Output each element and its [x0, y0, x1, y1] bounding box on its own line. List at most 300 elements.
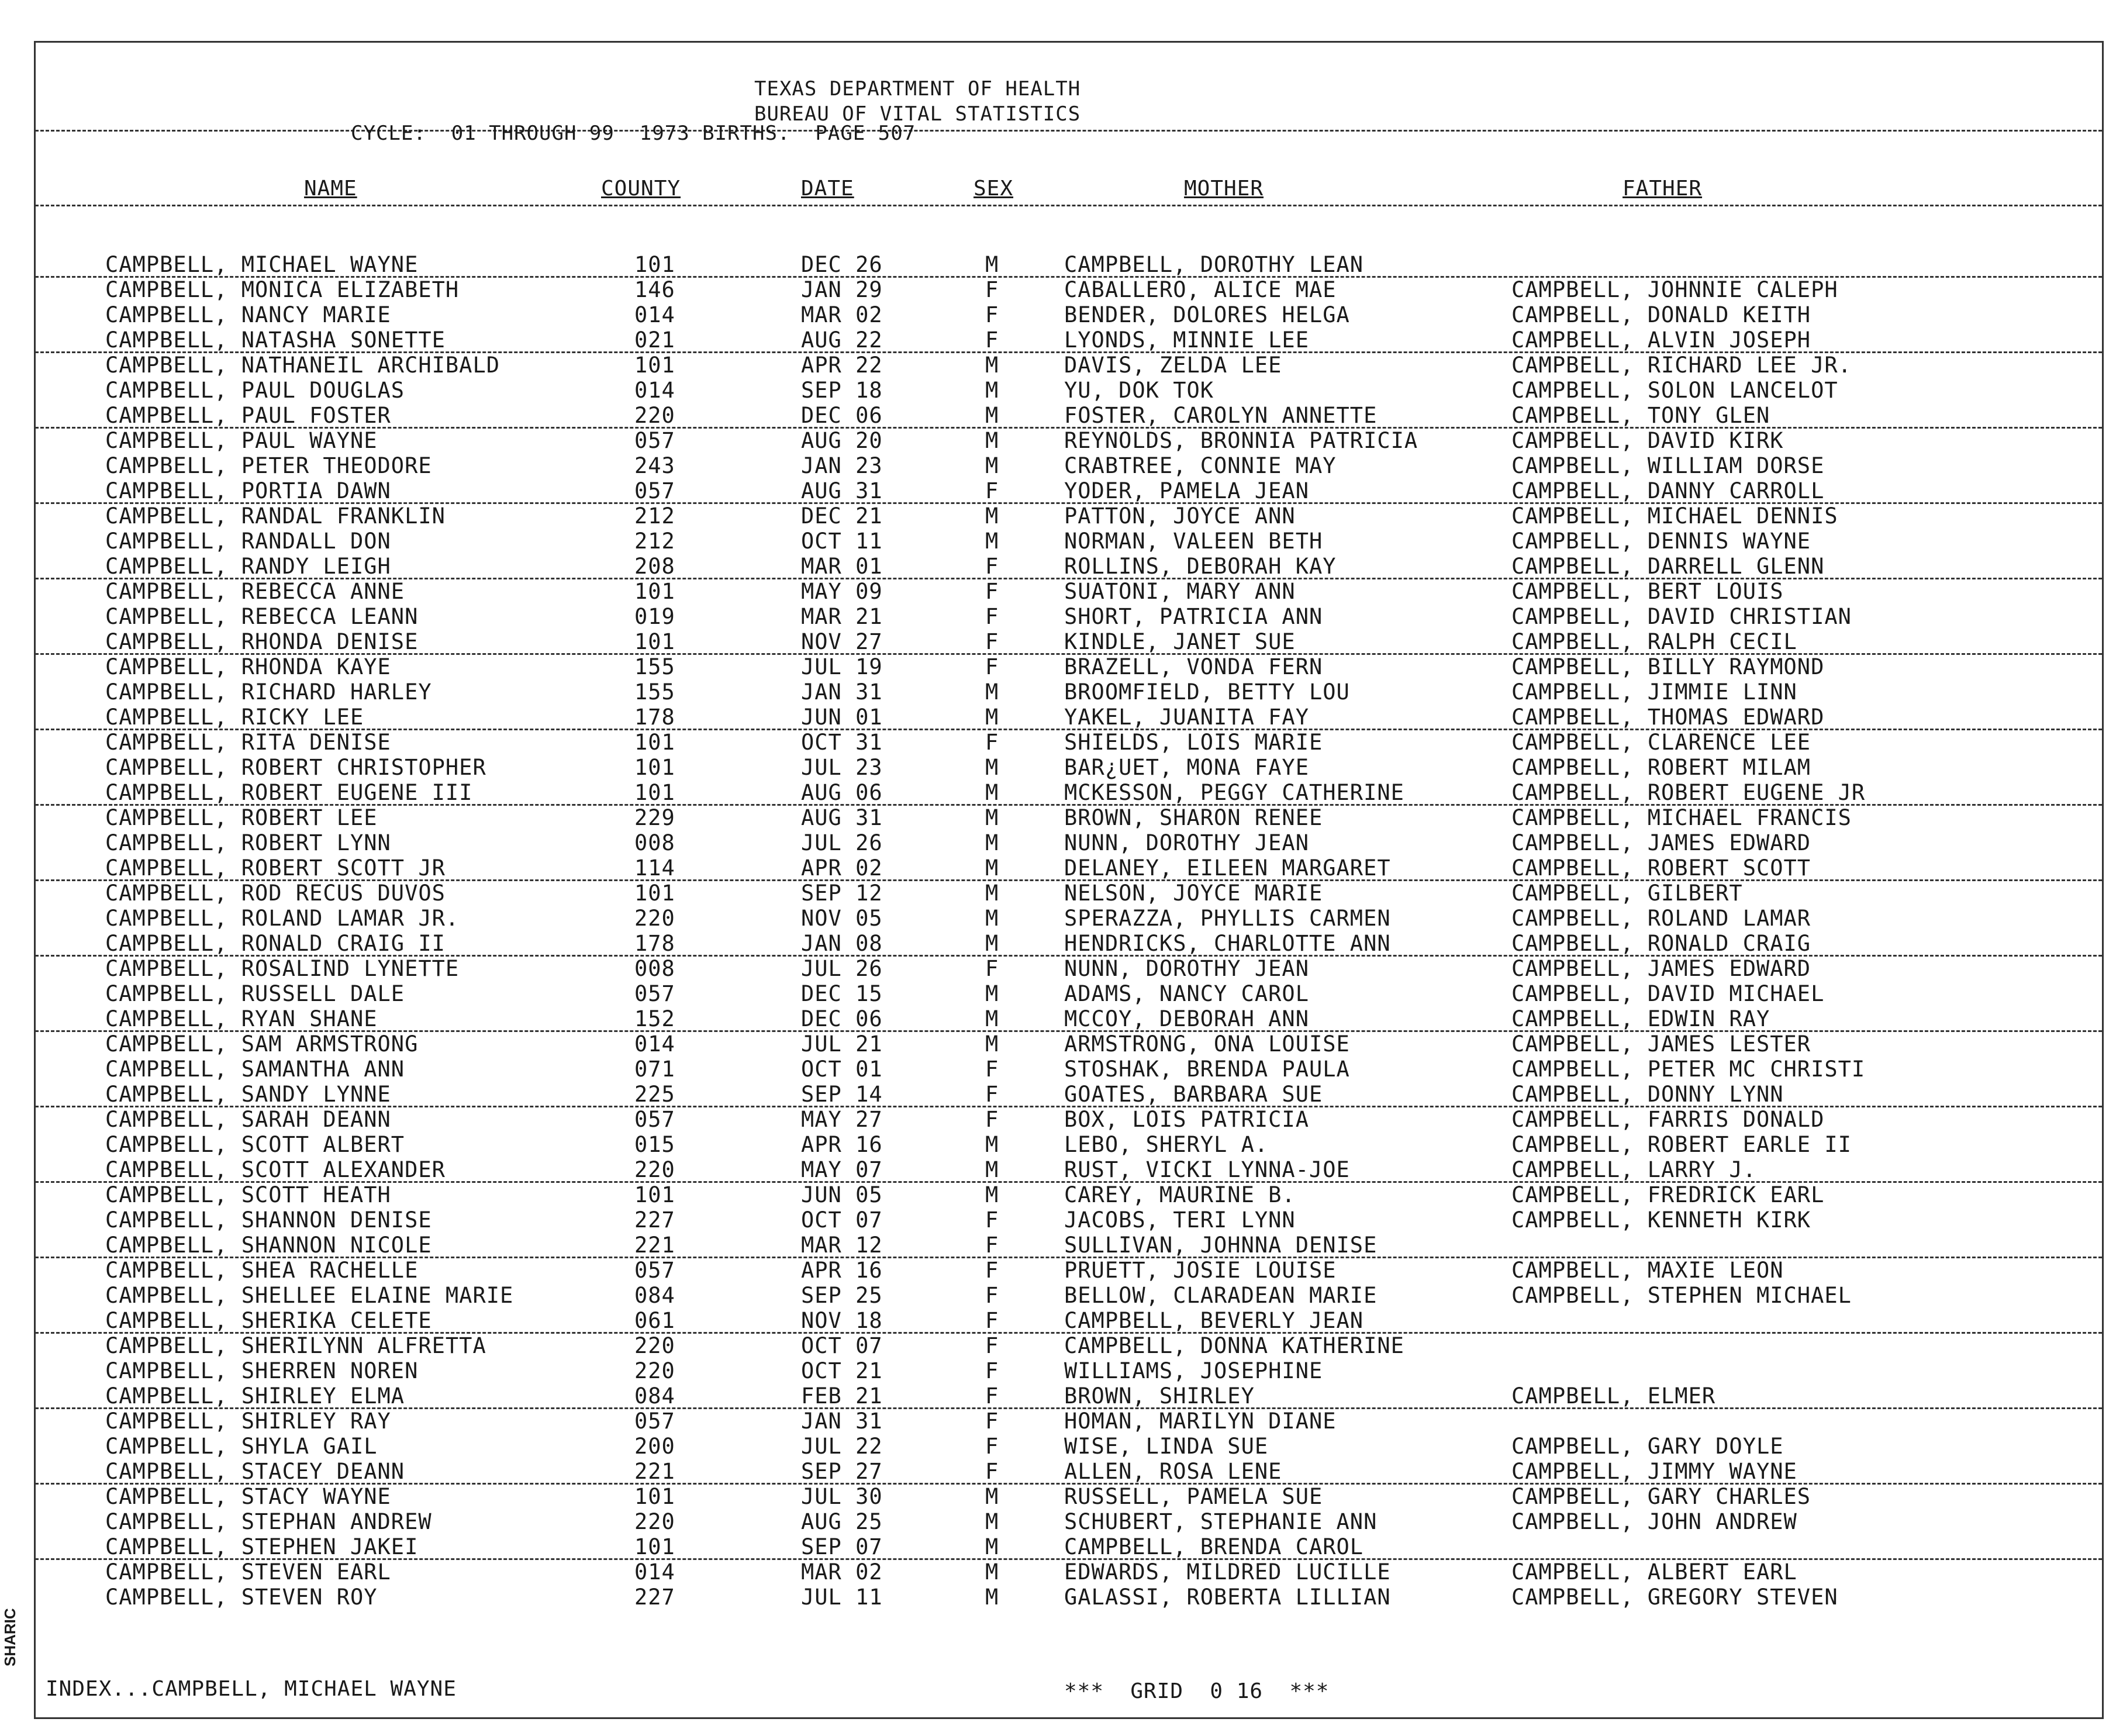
record-father: CAMPBELL, JIMMY WAYNE — [1511, 1459, 1797, 1484]
record-sex: F — [985, 1358, 999, 1383]
record-father: CAMPBELL, PETER MC CHRISTI — [1511, 1057, 1866, 1082]
record-mother: CAMPBELL, BRENDA CAROL — [1064, 1534, 1364, 1559]
record-sex: F — [985, 1233, 999, 1258]
record-sex: F — [985, 629, 999, 654]
record-county: 057 — [634, 1409, 675, 1434]
record-date: NOV 27 — [801, 629, 883, 654]
column-date-header: DATE — [801, 177, 854, 201]
record-date: DEC 06 — [801, 403, 883, 428]
record-county: 220 — [634, 906, 675, 931]
record-name: CAMPBELL, RANDAL FRANKLIN — [105, 503, 446, 529]
record-date: JUL 22 — [801, 1434, 883, 1459]
header-subtitle: BUREAU OF VITAL STATISTICS — [754, 102, 1081, 126]
record-county: 227 — [634, 1207, 675, 1233]
record-county: 015 — [634, 1132, 675, 1157]
record-county: 101 — [634, 1534, 675, 1559]
table-row — [0, 781, 2123, 805]
record-county: 057 — [634, 981, 675, 1006]
record-date: SEP 18 — [801, 378, 883, 403]
record-date: JAN 08 — [801, 931, 883, 956]
record-sex: M — [985, 679, 999, 705]
record-father: CAMPBELL, JAMES LESTER — [1511, 1031, 1811, 1057]
record-name: CAMPBELL, ROLAND LAMAR JR. — [105, 906, 460, 931]
record-county: 146 — [634, 277, 675, 302]
record-sex: F — [985, 1283, 999, 1308]
record-mother: BROWN, SHIRLEY — [1064, 1383, 1255, 1409]
record-father: CAMPBELL, DAVID KIRK — [1511, 428, 1784, 453]
record-date: APR 16 — [801, 1132, 883, 1157]
record-name: CAMPBELL, STACEY DEANN — [105, 1459, 405, 1484]
column-name-header: NAME — [304, 177, 357, 201]
record-sex: M — [985, 805, 999, 830]
record-sex: M — [985, 529, 999, 554]
record-date: JAN 23 — [801, 453, 883, 478]
record-father: CAMPBELL, JAMES EDWARD — [1511, 956, 1811, 981]
record-mother: GALASSI, ROBERTA LILLIAN — [1064, 1585, 1391, 1610]
record-father: CAMPBELL, WILLIAM DORSE — [1511, 453, 1825, 478]
record-date: DEC 26 — [801, 252, 883, 277]
record-name: CAMPBELL, ROD RECUS DUVOS — [105, 881, 446, 906]
record-mother: SPERAZZA, PHYLLIS CARMEN — [1064, 906, 1391, 931]
record-name: CAMPBELL, SHERIKA CELETE — [105, 1308, 432, 1333]
record-date: FEB 21 — [801, 1383, 883, 1409]
record-mother: BROOMFIELD, BETTY LOU — [1064, 679, 1350, 705]
record-county: 101 — [634, 353, 675, 378]
record-father: CAMPBELL, THOMAS EDWARD — [1511, 705, 1825, 730]
record-sex: F — [985, 1409, 999, 1434]
record-mother: JACOBS, TERI LYNN — [1064, 1207, 1296, 1233]
record-date: MAR 02 — [801, 302, 883, 327]
record-date: NOV 05 — [801, 906, 883, 931]
record-date: SEP 07 — [801, 1534, 883, 1559]
record-father: CAMPBELL, BERT LOUIS — [1511, 579, 1784, 604]
record-father: CAMPBELL, RONALD CRAIG — [1511, 931, 1811, 956]
record-name: CAMPBELL, RHONDA KAYE — [105, 654, 391, 679]
record-mother: LYONDS, MINNIE LEE — [1064, 327, 1309, 353]
record-sex: M — [985, 906, 999, 931]
record-name: CAMPBELL, PORTIA DAWN — [105, 478, 391, 503]
record-name: CAMPBELL, RYAN SHANE — [105, 1006, 378, 1031]
record-sex: F — [985, 327, 999, 353]
record-sex: M — [985, 453, 999, 478]
record-county: 084 — [634, 1283, 675, 1308]
grid-footer: *** GRID 0 16 *** — [1064, 1679, 1330, 1703]
table-row — [0, 1082, 2123, 1107]
record-mother: ADAMS, NANCY CAROL — [1064, 981, 1309, 1006]
record-name: CAMPBELL, SHERREN NOREN — [105, 1358, 419, 1383]
table-row — [0, 906, 2123, 931]
record-county: 212 — [634, 503, 675, 529]
record-mother: ROLLINS, DEBORAH KAY — [1064, 554, 1337, 579]
record-name: CAMPBELL, RICHARD HARLEY — [105, 679, 432, 705]
record-date: DEC 15 — [801, 981, 883, 1006]
record-father: CAMPBELL, RICHARD LEE JR. — [1511, 353, 1852, 378]
record-sex: M — [985, 503, 999, 529]
table-row — [0, 328, 2123, 353]
record-father: CAMPBELL, ROBERT MILAM — [1511, 755, 1811, 780]
record-sex: F — [985, 478, 999, 503]
record-sex: M — [985, 1585, 999, 1610]
record-mother: EDWARDS, MILDRED LUCILLE — [1064, 1559, 1391, 1585]
table-row — [0, 1183, 2123, 1207]
record-mother: ALLEN, ROSA LENE — [1064, 1459, 1282, 1484]
table-row — [0, 605, 2123, 629]
record-father: CAMPBELL, RALPH CECIL — [1511, 629, 1797, 654]
record-county: 101 — [634, 730, 675, 755]
record-father: CAMPBELL, JAMES EDWARD — [1511, 830, 1811, 855]
record-sex: F — [985, 730, 999, 755]
table-row — [0, 579, 2123, 604]
record-father: CAMPBELL, DENNIS WAYNE — [1511, 529, 1811, 554]
record-county: 101 — [634, 1484, 675, 1509]
table-row — [0, 1384, 2123, 1409]
record-county: 220 — [634, 1333, 675, 1358]
table-row — [0, 1107, 2123, 1132]
table-row — [0, 353, 2123, 378]
table-row — [0, 378, 2123, 403]
table-row — [0, 1057, 2123, 1082]
record-father: CAMPBELL, ELMER — [1511, 1383, 1716, 1409]
record-father: CAMPBELL, JIMMIE LINN — [1511, 679, 1797, 705]
record-name: CAMPBELL, ROSALIND LYNETTE — [105, 956, 460, 981]
table-row — [0, 1585, 2123, 1610]
record-father: CAMPBELL, MICHAEL DENNIS — [1511, 503, 1838, 529]
table-row — [0, 881, 2123, 906]
record-date: APR 22 — [801, 353, 883, 378]
record-mother: YAKEL, JUANITA FAY — [1064, 705, 1309, 730]
record-mother: BOX, LOIS PATRICIA — [1064, 1107, 1309, 1132]
record-mother: REYNOLDS, BRONNIA PATRICIA — [1064, 428, 1418, 453]
table-row — [0, 1032, 2123, 1057]
record-sex: F — [985, 1107, 999, 1132]
record-date: MAR 01 — [801, 554, 883, 579]
record-county: 101 — [634, 1182, 675, 1207]
record-name: CAMPBELL, REBECCA ANNE — [105, 579, 405, 604]
record-date: SEP 12 — [801, 881, 883, 906]
record-date: AUG 31 — [801, 478, 883, 503]
table-row — [0, 831, 2123, 855]
record-county: 227 — [634, 1585, 675, 1610]
record-county: 221 — [634, 1459, 675, 1484]
record-name: CAMPBELL, MICHAEL WAYNE — [105, 252, 419, 277]
record-sex: M — [985, 1157, 999, 1182]
record-name: CAMPBELL, STEVEN EARL — [105, 1559, 391, 1585]
record-county: 014 — [634, 1559, 675, 1585]
record-sex: M — [985, 1559, 999, 1585]
table-row — [0, 1409, 2123, 1434]
record-county: 155 — [634, 679, 675, 705]
record-sex: M — [985, 1484, 999, 1509]
table-row — [0, 1258, 2123, 1283]
record-mother: RUSSELL, PAMELA SUE — [1064, 1484, 1323, 1509]
record-name: CAMPBELL, RITA DENISE — [105, 730, 391, 755]
record-county: 101 — [634, 780, 675, 805]
record-father: CAMPBELL, FREDRICK EARL — [1511, 1182, 1825, 1207]
record-date: MAR 12 — [801, 1233, 883, 1258]
record-mother: NUNN, DOROTHY JEAN — [1064, 956, 1309, 981]
side-label: SHARIC — [1, 1608, 19, 1666]
column-county-header: COUNTY — [601, 177, 681, 201]
record-date: AUG 06 — [801, 780, 883, 805]
record-name: CAMPBELL, PAUL DOUGLAS — [105, 378, 405, 403]
record-county: 057 — [634, 428, 675, 453]
table-row — [0, 1459, 2123, 1484]
record-mother: NORMAN, VALEEN BETH — [1064, 529, 1323, 554]
record-mother: PRUETT, JOSIE LOUISE — [1064, 1258, 1337, 1283]
record-father: CAMPBELL, EDWIN RAY — [1511, 1006, 1770, 1031]
record-date: JUL 26 — [801, 830, 883, 855]
column-divider — [35, 205, 2102, 206]
record-name: CAMPBELL, STEPHAN ANDREW — [105, 1509, 432, 1534]
record-name: CAMPBELL, NATHANEIL ARCHIBALD — [105, 353, 500, 378]
table-row — [0, 755, 2123, 780]
table-row — [0, 655, 2123, 679]
record-sex: F — [985, 1057, 999, 1082]
record-father: CAMPBELL, GARY DOYLE — [1511, 1434, 1784, 1459]
record-county: 225 — [634, 1082, 675, 1107]
record-sex: M — [985, 855, 999, 881]
record-name: CAMPBELL, SHERILYNN ALFRETTA — [105, 1333, 486, 1358]
record-sex: M — [985, 428, 999, 453]
record-name: CAMPBELL, PAUL WAYNE — [105, 428, 378, 453]
record-name: CAMPBELL, NATASHA SONETTE — [105, 327, 446, 353]
record-name: CAMPBELL, ROBERT CHRISTOPHER — [105, 755, 486, 780]
record-date: JUL 11 — [801, 1585, 883, 1610]
record-county: 220 — [634, 1157, 675, 1182]
record-sex: M — [985, 1031, 999, 1057]
record-date: AUG 25 — [801, 1509, 883, 1534]
record-sex: F — [985, 1308, 999, 1333]
record-mother: CAMPBELL, BEVERLY JEAN — [1064, 1308, 1364, 1333]
record-name: CAMPBELL, RANDALL DON — [105, 529, 391, 554]
record-father: CAMPBELL, SOLON LANCELOT — [1511, 378, 1838, 403]
record-sex: F — [985, 1459, 999, 1484]
record-date: OCT 11 — [801, 529, 883, 554]
record-county: 220 — [634, 1509, 675, 1534]
record-county: 057 — [634, 1258, 675, 1283]
record-mother: BRAZELL, VONDA FERN — [1064, 654, 1323, 679]
record-sex: F — [985, 1082, 999, 1107]
table-row — [0, 278, 2123, 302]
record-name: CAMPBELL, SHYLA GAIL — [105, 1434, 378, 1459]
table-row — [0, 957, 2123, 981]
record-mother: YODER, PAMELA JEAN — [1064, 478, 1309, 503]
record-mother: CAMPBELL, DONNA KATHERINE — [1064, 1333, 1404, 1358]
record-county: 155 — [634, 654, 675, 679]
record-father: CAMPBELL, MAXIE LEON — [1511, 1258, 1784, 1283]
record-father: CAMPBELL, DONNY LYNN — [1511, 1082, 1784, 1107]
column-sex-header: SEX — [974, 177, 1014, 201]
record-name: CAMPBELL, SCOTT ALBERT — [105, 1132, 405, 1157]
record-sex: F — [985, 654, 999, 679]
record-sex: M — [985, 830, 999, 855]
table-row — [0, 1560, 2123, 1585]
record-date: JUN 01 — [801, 705, 883, 730]
record-county: 243 — [634, 453, 675, 478]
record-county: 221 — [634, 1233, 675, 1258]
record-sex: F — [985, 1383, 999, 1409]
record-county: 057 — [634, 1107, 675, 1132]
record-sex: M — [985, 705, 999, 730]
record-date: JUL 19 — [801, 654, 883, 679]
record-sex: F — [985, 1333, 999, 1358]
record-mother: BAR¿UET, MONA FAYE — [1064, 755, 1309, 780]
record-sex: F — [985, 1258, 999, 1283]
record-father: CAMPBELL, STEPHEN MICHAEL — [1511, 1283, 1852, 1308]
record-sex: M — [985, 1006, 999, 1031]
record-name: CAMPBELL, SAMANTHA ANN — [105, 1057, 405, 1082]
record-date: AUG 31 — [801, 805, 883, 830]
record-father: CAMPBELL, ALVIN JOSEPH — [1511, 327, 1811, 353]
index-footer: INDEX...CAMPBELL, MICHAEL WAYNE — [46, 1677, 457, 1701]
record-county: 061 — [634, 1308, 675, 1333]
table-row — [0, 303, 2123, 327]
record-name: CAMPBELL, RANDY LEIGH — [105, 554, 391, 579]
record-name: CAMPBELL, SCOTT ALEXANDER — [105, 1157, 446, 1182]
record-father: CAMPBELL, ALBERT EARL — [1511, 1559, 1797, 1585]
record-name: CAMPBELL, ROBERT SCOTT JR — [105, 855, 446, 881]
record-mother: RUST, VICKI LYNNA-JOE — [1064, 1157, 1350, 1182]
record-mother: SHIELDS, LOIS MARIE — [1064, 730, 1323, 755]
record-date: JUL 23 — [801, 755, 883, 780]
table-row — [0, 1334, 2123, 1358]
record-mother: YU, DOK TOK — [1064, 378, 1214, 403]
record-father: CAMPBELL, TONY GLEN — [1511, 403, 1770, 428]
record-date: MAR 21 — [801, 604, 883, 629]
record-mother: DAVIS, ZELDA LEE — [1064, 353, 1282, 378]
record-name: CAMPBELL, SARAH DEANN — [105, 1107, 391, 1132]
record-father: CAMPBELL, LARRY J. — [1511, 1157, 1756, 1182]
record-mother: NELSON, JOYCE MARIE — [1064, 881, 1323, 906]
record-father: CAMPBELL, KENNETH KIRK — [1511, 1207, 1811, 1233]
record-father: CAMPBELL, GREGORY STEVEN — [1511, 1585, 1838, 1610]
record-county: 014 — [634, 378, 675, 403]
table-row — [0, 856, 2123, 881]
record-county: 220 — [634, 403, 675, 428]
record-mother: SULLIVAN, JOHNNA DENISE — [1064, 1233, 1378, 1258]
record-county: 208 — [634, 554, 675, 579]
record-county: 008 — [634, 830, 675, 855]
record-sex: F — [985, 579, 999, 604]
record-father: CAMPBELL, MICHAEL FRANCIS — [1511, 805, 1852, 830]
record-date: JUN 05 — [801, 1182, 883, 1207]
record-county: 014 — [634, 302, 675, 327]
record-mother: MCKESSON, PEGGY CATHERINE — [1064, 780, 1404, 805]
table-row — [0, 1434, 2123, 1459]
record-mother: SCHUBERT, STEPHANIE ANN — [1064, 1509, 1378, 1534]
record-county: 101 — [634, 881, 675, 906]
record-sex: F — [985, 302, 999, 327]
record-father: CAMPBELL, JOHN ANDREW — [1511, 1509, 1797, 1534]
record-date: JUL 30 — [801, 1484, 883, 1509]
record-sex: M — [985, 780, 999, 805]
record-name: CAMPBELL, STEVEN ROY — [105, 1585, 378, 1610]
record-mother: BENDER, DOLORES HELGA — [1064, 302, 1350, 327]
record-county: 229 — [634, 805, 675, 830]
record-sex: M — [985, 755, 999, 780]
record-county: 019 — [634, 604, 675, 629]
record-sex: M — [985, 378, 999, 403]
record-county: 021 — [634, 327, 675, 353]
record-father: CAMPBELL, ROBERT EUGENE JR — [1511, 780, 1866, 805]
record-name: CAMPBELL, RUSSELL DALE — [105, 981, 405, 1006]
record-mother: SUATONI, MARY ANN — [1064, 579, 1296, 604]
record-date: OCT 07 — [801, 1207, 883, 1233]
record-date: JUL 21 — [801, 1031, 883, 1057]
table-row — [0, 680, 2123, 705]
record-mother: BROWN, SHARON RENEE — [1064, 805, 1323, 830]
table-row — [0, 554, 2123, 579]
record-mother: CAREY, MAURINE B. — [1064, 1182, 1296, 1207]
record-name: CAMPBELL, SHANNON DENISE — [105, 1207, 432, 1233]
record-date: OCT 07 — [801, 1333, 883, 1358]
record-name: CAMPBELL, RICKY LEE — [105, 705, 364, 730]
record-county: 212 — [634, 529, 675, 554]
record-father: CAMPBELL, DONALD KEITH — [1511, 302, 1811, 327]
column-mother-header: MOTHER — [1184, 177, 1264, 201]
record-father: CAMPBELL, DAVID CHRISTIAN — [1511, 604, 1852, 629]
record-name: CAMPBELL, PAUL FOSTER — [105, 403, 391, 428]
record-mother: MCCOY, DEBORAH ANN — [1064, 1006, 1309, 1031]
record-mother: SHORT, PATRICIA ANN — [1064, 604, 1323, 629]
record-sex: M — [985, 1132, 999, 1157]
record-sex: F — [985, 277, 999, 302]
record-date: OCT 31 — [801, 730, 883, 755]
record-sex: F — [985, 1207, 999, 1233]
record-name: CAMPBELL, SAM ARMSTRONG — [105, 1031, 419, 1057]
record-sex: M — [985, 931, 999, 956]
record-sex: M — [985, 1182, 999, 1207]
record-mother: BELLOW, CLARADEAN MARIE — [1064, 1283, 1378, 1308]
record-name: CAMPBELL, RHONDA DENISE — [105, 629, 419, 654]
record-sex: F — [985, 956, 999, 981]
record-sex: M — [985, 1534, 999, 1559]
record-date: APR 02 — [801, 855, 883, 881]
record-sex: F — [985, 604, 999, 629]
record-sex: M — [985, 1509, 999, 1534]
record-date: NOV 18 — [801, 1308, 883, 1333]
record-mother: GOATES, BARBARA SUE — [1064, 1082, 1323, 1107]
record-name: CAMPBELL, ROBERT EUGENE III — [105, 780, 473, 805]
record-mother: KINDLE, JANET SUE — [1064, 629, 1296, 654]
record-county: 084 — [634, 1383, 675, 1409]
record-county: 152 — [634, 1006, 675, 1031]
table-row — [0, 504, 2123, 529]
record-name: CAMPBELL, RONALD CRAIG II — [105, 931, 446, 956]
record-father: CAMPBELL, BILLY RAYMOND — [1511, 654, 1825, 679]
record-mother: DELANEY, EILEEN MARGARET — [1064, 855, 1391, 881]
record-mother: WILLIAMS, JOSEPHINE — [1064, 1358, 1323, 1383]
record-county: 220 — [634, 1358, 675, 1383]
record-date: OCT 21 — [801, 1358, 883, 1383]
record-name: CAMPBELL, NANCY MARIE — [105, 302, 391, 327]
record-mother: FOSTER, CAROLYN ANNETTE — [1064, 403, 1378, 428]
table-row — [0, 1133, 2123, 1157]
table-row — [0, 1535, 2123, 1559]
record-county: 101 — [634, 755, 675, 780]
record-father: CAMPBELL, ROLAND LAMAR — [1511, 906, 1811, 931]
table-row — [0, 931, 2123, 956]
record-county: 178 — [634, 705, 675, 730]
table-row — [0, 1510, 2123, 1534]
record-county: 101 — [634, 579, 675, 604]
record-sex: M — [985, 403, 999, 428]
record-father: CAMPBELL, DANNY CARROLL — [1511, 478, 1825, 503]
table-row — [0, 429, 2123, 453]
table-row — [0, 806, 2123, 830]
record-mother: ARMSTRONG, ONA LOUISE — [1064, 1031, 1350, 1057]
record-name: CAMPBELL, STACY WAYNE — [105, 1484, 391, 1509]
